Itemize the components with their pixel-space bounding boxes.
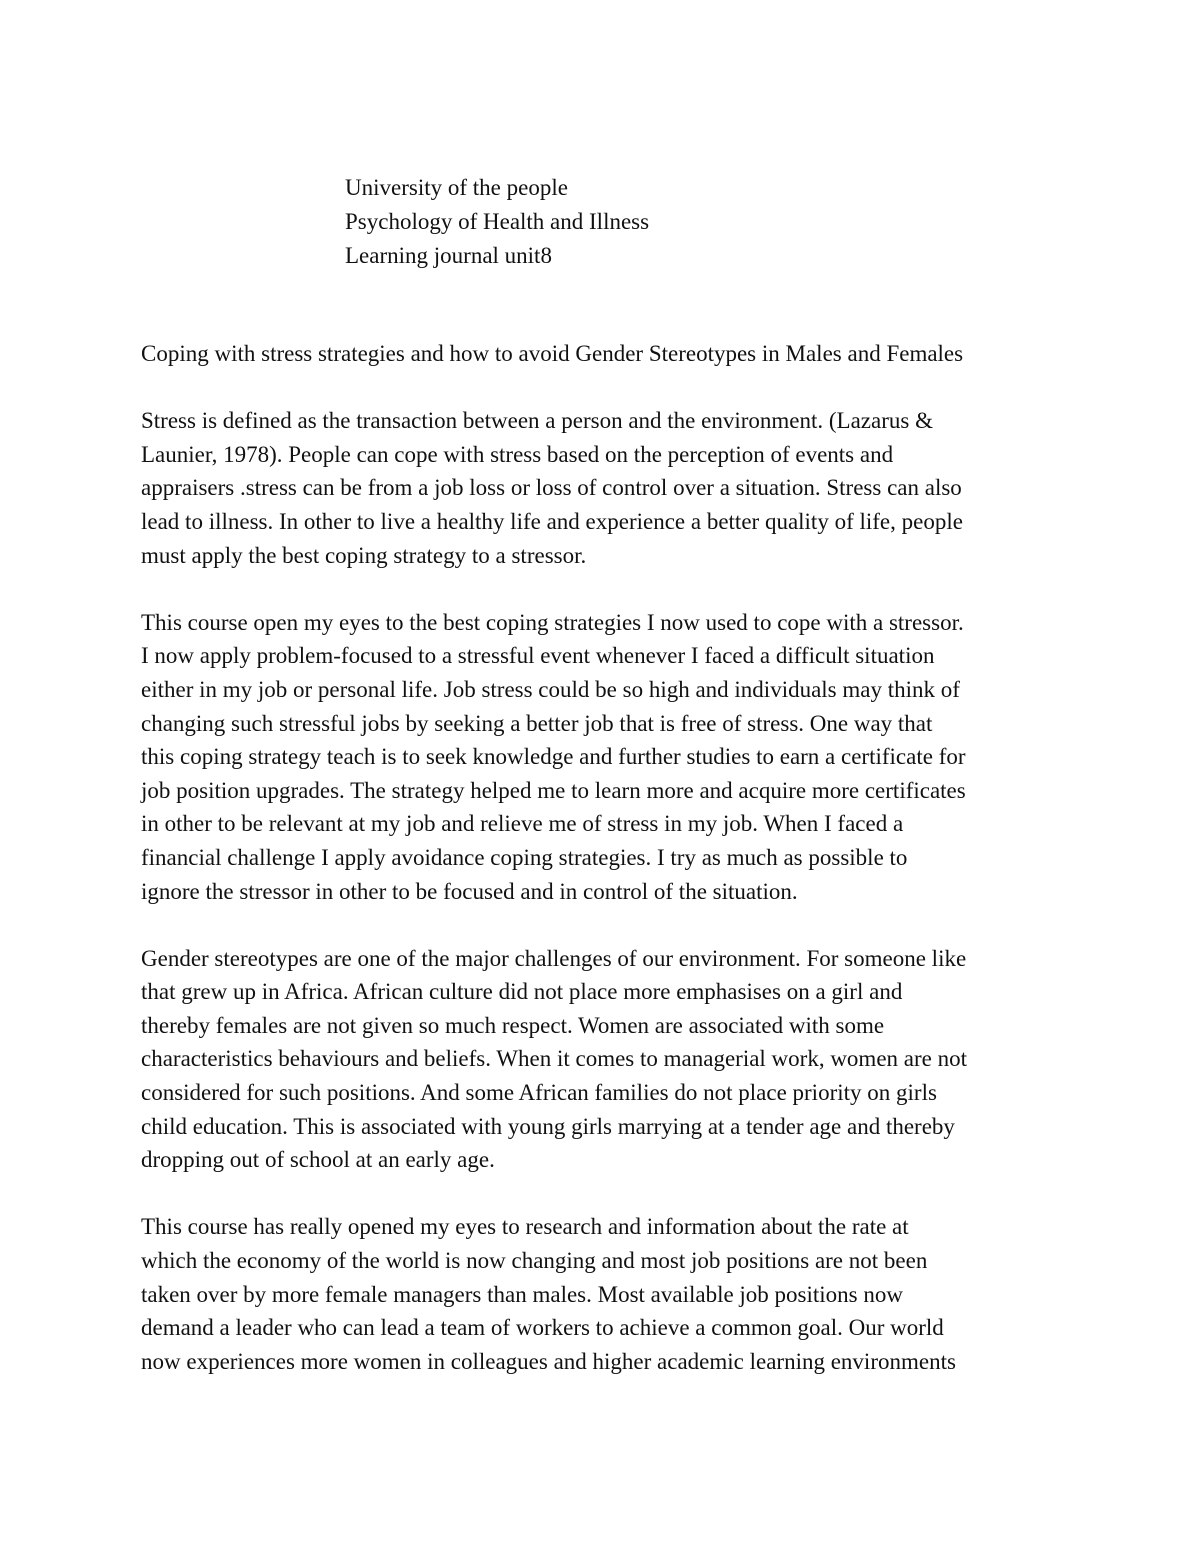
paragraph-line: which the economy of the world is now changing and most job positions are not been bbox=[141, 1248, 928, 1274]
paragraph-line: that grew up in Africa. African culture did not place more emphasises on a girl and bbox=[141, 979, 903, 1005]
paragraph-line: Launier, 1978). People can cope with stress based on the perception of events and bbox=[141, 441, 894, 467]
paragraph-line: either in my job or personal life. Job stress could be so high and individuals may think of bbox=[141, 676, 960, 702]
paragraph-line: dropping out of school at an early age. bbox=[141, 1147, 495, 1173]
paragraph bbox=[141, 404, 1071, 572]
paragraph-line: This course has really opened my eyes to research and information about the rate at bbox=[141, 1214, 909, 1240]
paragraph-line: must apply the best coping strategy to a stressor. bbox=[141, 542, 587, 568]
paragraph-line: in other to be relevant at my job and relieve me of stress in my job. When I faced a bbox=[141, 811, 904, 837]
paragraph-line: taken over by more female managers than males. Most available job positions now bbox=[141, 1281, 903, 1307]
paragraph-line: financial challenge I apply avoidance coping strategies. I try as much as possible to bbox=[141, 844, 908, 870]
paragraph-line: characteristics behaviours and beliefs. When it comes to managerial work, women are not bbox=[141, 1046, 968, 1072]
paragraph-line: ignore the stressor in other to be focused and in control of the situation. bbox=[141, 878, 798, 904]
paragraph-list bbox=[141, 404, 1071, 1378]
document-title: Coping with stress strategies and how to avoid Gender Stereotypes in Males and Females bbox=[141, 341, 964, 366]
paragraph-line: Gender stereotypes are one of the major challenges of our environment. For someone like bbox=[141, 945, 967, 971]
paragraph-line: job position upgrades. The strategy helped me to learn more and acquire more certificates bbox=[141, 777, 966, 803]
paragraph-line: child education. This is associated with young girls marrying at a tender age and thereby bbox=[141, 1113, 955, 1139]
paragraph-line: thereby females are not given so much respect. Women are associated with some bbox=[141, 1012, 885, 1038]
paragraph-line: appraisers .stress can be from a job loss or loss of control over a situation. Stress can also bbox=[141, 475, 962, 501]
document-header bbox=[345, 171, 649, 273]
header-assignment: Learning journal unit8 bbox=[345, 243, 552, 268]
paragraph-line: changing such stressful jobs by seeking a better job that is free of stress. One way that bbox=[141, 710, 933, 736]
paragraph-line: this coping strategy teach is to seek knowledge and further studies to earn a certificate for bbox=[141, 744, 966, 770]
paragraph-line: Stress is defined as the transaction between a person and the environment. (Lazarus & bbox=[141, 408, 933, 434]
paragraph-line: lead to illness. In other to live a healthy life and experience a better quality of life, people bbox=[141, 508, 963, 534]
paragraph-line: considered for such positions. And some African families do not place priority on girls bbox=[141, 1080, 937, 1106]
paragraph-line: demand a leader who can lead a team of workers to achieve a common goal. Our world bbox=[141, 1315, 944, 1341]
document-body bbox=[141, 337, 1071, 1412]
header-institution: University of the people bbox=[345, 175, 568, 200]
paragraph bbox=[141, 1210, 1071, 1378]
paragraph bbox=[141, 606, 1071, 908]
paragraph bbox=[141, 942, 1071, 1177]
paragraph-line: now experiences more women in colleagues and higher academic learning environments bbox=[141, 1348, 956, 1374]
paragraph-line: This course open my eyes to the best coping strategies I now used to cope with a stressor. bbox=[141, 609, 964, 635]
paragraph-line: I now apply problem-focused to a stressful event whenever I faced a difficult situation bbox=[141, 643, 935, 669]
header-course: Psychology of Health and Illness bbox=[345, 209, 650, 234]
